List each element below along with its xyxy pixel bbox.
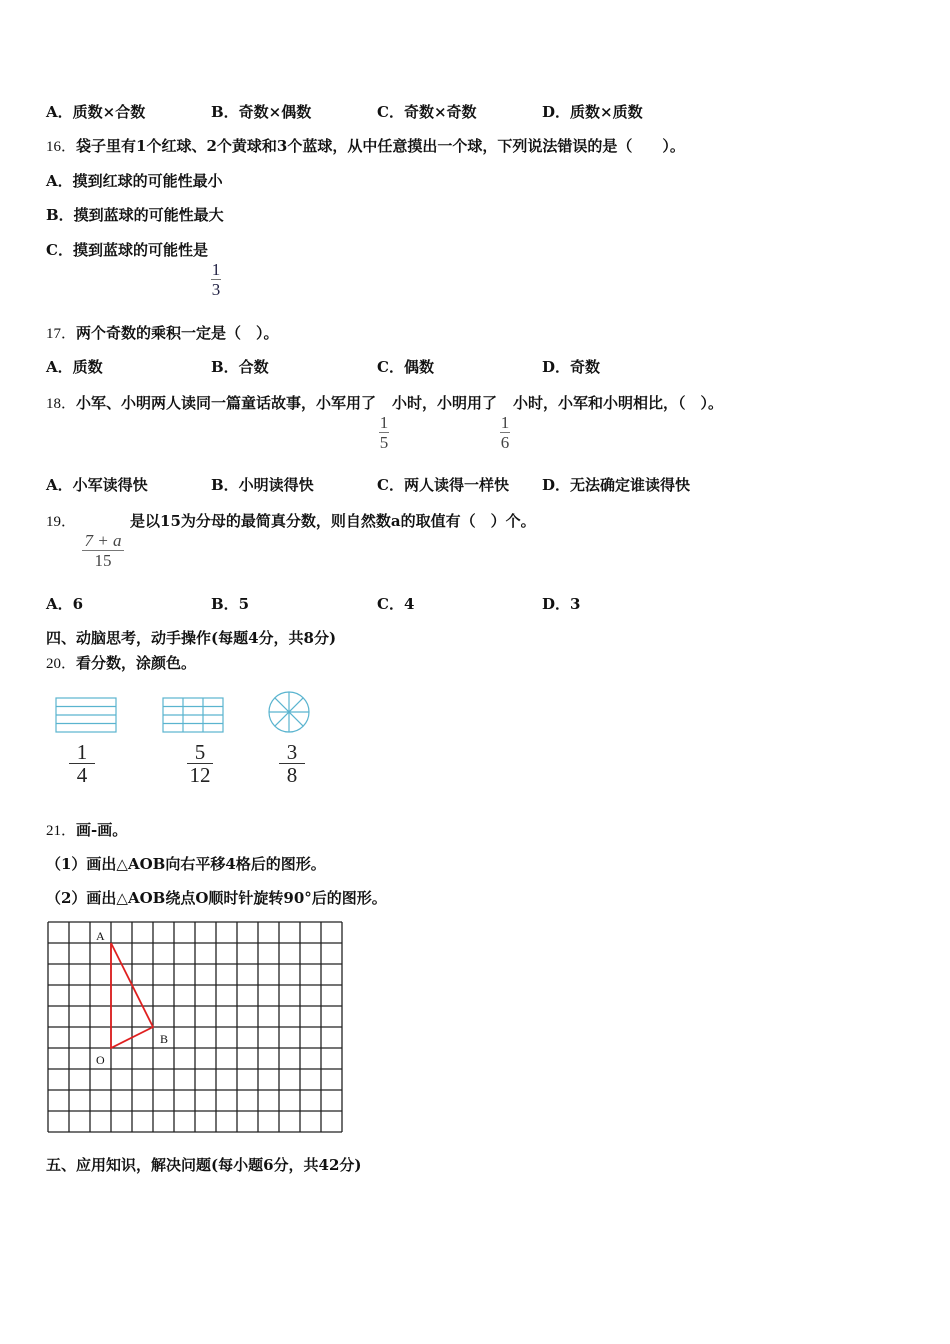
q19-question (46, 511, 536, 570)
q16-question (46, 136, 685, 157)
q17-option-c: C．偶数 (377, 358, 434, 376)
section-5-heading: 五、应用知识，解决问题(每小题6分，共42分) (46, 1156, 362, 1174)
numerator: 1 (500, 413, 510, 432)
q18-option-c: C．两人读得一样快 (377, 476, 509, 494)
denominator: 6 (500, 433, 510, 452)
q19-number: 19． (46, 514, 77, 530)
q17-number: 17． (46, 326, 77, 342)
q16-number: 16． (46, 139, 77, 155)
q18-option-a: A．小军读得快 (46, 476, 148, 494)
denominator: 5 (379, 433, 389, 452)
rectangle-twelfths-figure (163, 698, 223, 732)
numerator: 1 (76, 740, 88, 764)
denominator: 15 (94, 551, 112, 570)
q18-option-d: D．无法确定谁读得快 (542, 476, 691, 494)
q20-figures (50, 690, 320, 740)
q21-grid (47, 921, 347, 1136)
q18-option-b: B．小明读得快 (211, 476, 314, 494)
q19-fraction (82, 531, 124, 570)
q19-option-b: B．5 (211, 595, 250, 613)
q19-option-c: C．4 (377, 595, 415, 613)
q21-question (46, 820, 127, 841)
q17-question (46, 323, 279, 344)
q18-fraction-2 (500, 413, 510, 452)
q19-option-d: D．3 (542, 595, 581, 613)
numerator: 1 (379, 413, 389, 432)
q21-part-1: （1）画出△AOB向右平移4格后的图形。 (46, 855, 326, 873)
numerator: 3 (286, 740, 298, 764)
numerator: 7 + a (84, 531, 122, 550)
label-b: B (160, 1032, 169, 1046)
denominator: 8 (286, 763, 298, 787)
q18-text-2: 小时，小明用了 (392, 394, 498, 412)
q15-option-a: A．质数×合数 (46, 103, 146, 121)
q17-option-d: D．奇数 (542, 358, 601, 376)
q18-question (46, 393, 723, 452)
numerator: 5 (194, 740, 206, 764)
q15-option-c: C．奇数×奇数 (377, 103, 477, 121)
q21-number: 21． (46, 823, 77, 839)
denominator: 3 (211, 280, 221, 299)
q18-text-1: 小军、小明两人读同一篇童话故事，小军用了 (76, 394, 377, 412)
numerator: 1 (211, 260, 221, 279)
q16-option-a: A．摸到红球的可能性最小 (46, 172, 223, 190)
q20-fraction-1 (69, 741, 95, 786)
q17-option-a: A．质数 (46, 358, 103, 376)
q16-option-c: C．摸到蓝球的可能性是 (46, 241, 208, 259)
q20-fraction-3 (279, 741, 305, 786)
rectangle-quarters-figure (56, 698, 116, 732)
q18-number: 18． (46, 396, 77, 412)
q17-text: 两个奇数的乘积一定是（ ）。 (76, 324, 279, 342)
q16-text: 袋子里有1个红球、2个黄球和3个蓝球，从中任意摸出一个球，下列说法错误的是（ ）。 (76, 137, 685, 155)
denominator: 4 (76, 763, 88, 787)
q20-fraction-2 (187, 741, 213, 786)
q16-option-c-line (46, 240, 224, 299)
q18-fraction-1 (379, 413, 389, 452)
q15-option-b: B．奇数×偶数 (211, 103, 312, 121)
q21-part-2: （2）画出△AOB绕点O顺时针旋转90°后的图形。 (46, 889, 387, 907)
label-a: A (96, 929, 105, 943)
q15-option-d: D．质数×质数 (542, 103, 643, 121)
denominator: 12 (189, 763, 211, 787)
section-4-heading: 四、动脑思考，动手操作(每题4分，共8分) (46, 629, 337, 647)
q16-option-b: B．摸到蓝球的可能性最大 (46, 206, 224, 224)
q16-fraction (211, 260, 221, 299)
q20-question (46, 653, 196, 674)
q18-text-3: 小时，小军和小明相比，（ ）。 (513, 394, 724, 412)
q17-option-b: B．合数 (211, 358, 269, 376)
q21-text: 画-画。 (76, 821, 128, 839)
q19-option-a: A．6 (46, 595, 84, 613)
q20-number: 20． (46, 656, 77, 672)
q19-text: 是以15为分母的最简真分数，则自然数a的取值有（ ）个。 (130, 512, 536, 530)
circle-eighths-figure (269, 692, 309, 732)
label-o: O (96, 1053, 105, 1067)
q20-text: 看分数，涂颜色。 (76, 654, 197, 672)
